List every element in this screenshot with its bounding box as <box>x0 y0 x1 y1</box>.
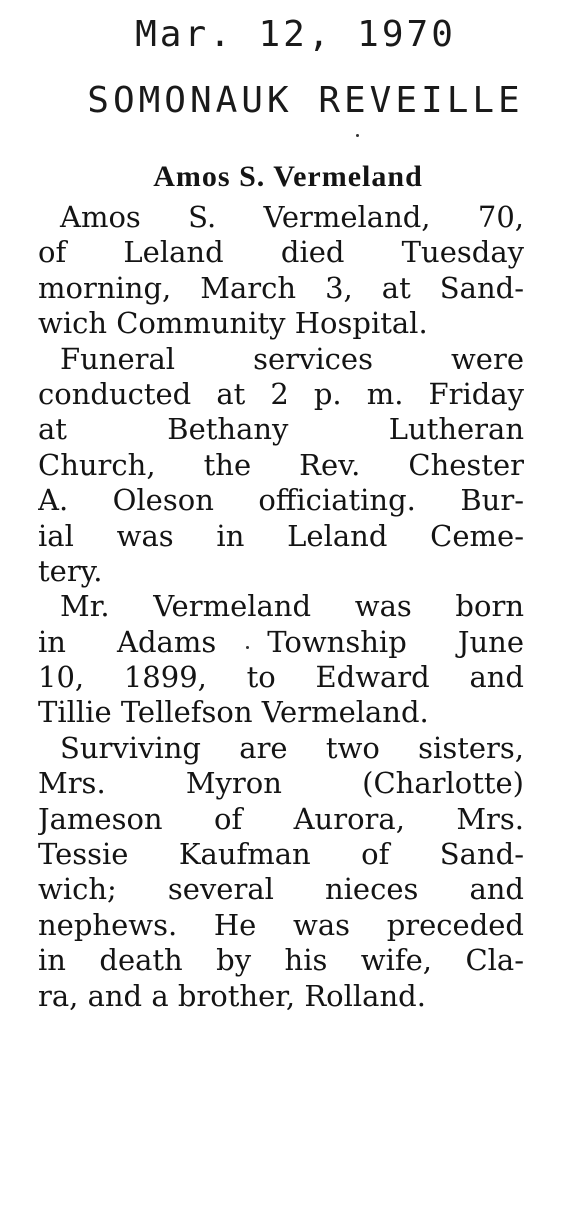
newspaper-name: SOMONAUK REVEILLE <box>87 80 524 121</box>
obituary-headline: Amos S. Vermeland <box>153 160 423 193</box>
article-line: Surviving are two sisters, <box>60 730 524 765</box>
article-line: morning, March 3, at Sand- <box>38 270 524 305</box>
clipping-date: Mar. 12, 1970 <box>135 14 456 55</box>
article-line: wich Community Hospital. <box>38 306 428 341</box>
article-line: Tessie Kaufman of Sand- <box>38 837 524 872</box>
article-line: Funeral services were <box>60 341 524 376</box>
article-line: 10, 1899, to Edward and <box>38 660 524 695</box>
article-line: ial was in Leland Ceme- <box>38 518 524 553</box>
print-speck <box>356 134 359 137</box>
article-line: ra, and a brother, Rolland. <box>38 978 426 1013</box>
article-line: Amos S. Vermeland, 70, <box>60 200 524 234</box>
obituary-article <box>38 158 524 1014</box>
article-line: conducted at 2 p. m. Friday <box>38 376 524 411</box>
article-line: of Leland died Tuesday <box>38 235 524 270</box>
article-line: Mr. Vermeland was born <box>60 589 524 624</box>
article-line: Tillie Tellefson Vermeland. <box>38 695 429 730</box>
article-line: at Bethany Lutheran <box>38 412 524 447</box>
article-line: wich; several nieces and <box>38 872 524 907</box>
article-line: tery. <box>38 553 103 588</box>
article-line: A. Oleson officiating. Bur- <box>38 483 524 518</box>
article-line: Mrs. Myron (Charlotte) <box>38 766 524 801</box>
article-line: Jameson of Aurora, Mrs. <box>38 801 524 836</box>
article-line: Church, the Rev. Chester <box>38 447 524 482</box>
article-line: in Adams Township June <box>38 624 524 659</box>
article-line: nephews. He was preceded <box>38 907 524 942</box>
article-line: in death by his wife, Cla- <box>38 943 524 978</box>
